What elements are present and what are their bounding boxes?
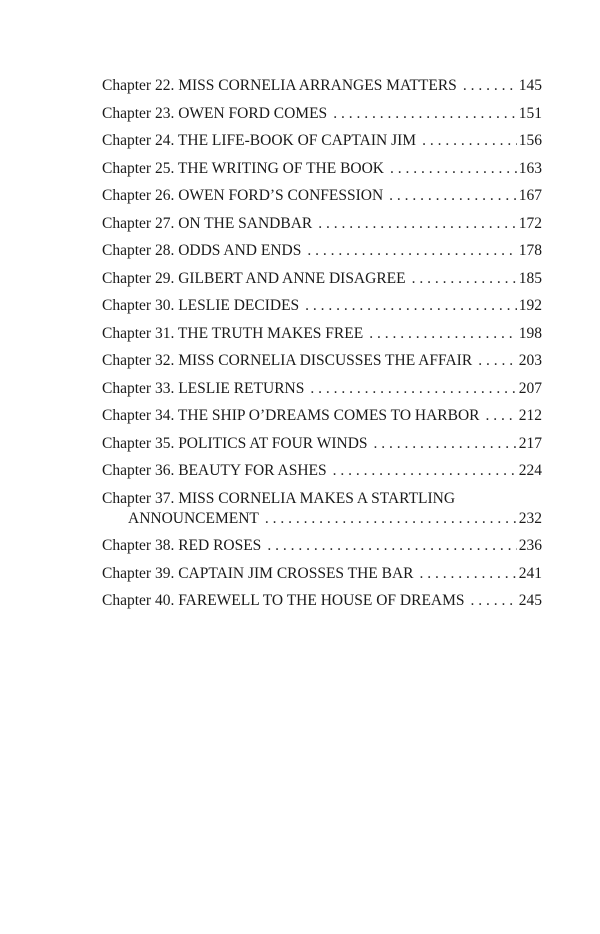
toc-entry-label: Chapter 27. ON THE SANDBAR	[102, 214, 313, 232]
toc-entry-page: 241	[518, 564, 542, 582]
dot-leader	[374, 434, 517, 454]
toc-entry-page: 145	[518, 77, 542, 94]
toc-entry-chapter-36[interactable]	[102, 461, 542, 481]
toc-entry-chapter-31[interactable]	[102, 324, 542, 344]
toc-entry-page: 207	[518, 379, 542, 397]
dot-leader	[333, 104, 517, 124]
dot-leader	[390, 159, 517, 179]
table-of-contents	[102, 76, 542, 619]
toc-entry-continuation	[102, 509, 542, 529]
toc-entry-chapter-26[interactable]	[102, 186, 542, 206]
toc-entry-label: Chapter 34. THE SHIP O’DREAMS COMES TO HARBOR	[102, 407, 480, 424]
toc-entry-page: 203	[518, 352, 542, 369]
toc-entry-chapter-40[interactable]	[102, 591, 542, 611]
dot-leader	[463, 76, 517, 96]
toc-entry-page: 198	[518, 324, 542, 342]
toc-entry-page: 178	[518, 242, 542, 259]
dot-leader	[318, 214, 517, 234]
toc-entry-page: 212	[518, 407, 542, 424]
toc-entry-label: Chapter 25. THE WRITING OF THE BOOK	[102, 159, 384, 177]
toc-entry-chapter-37[interactable]	[102, 489, 542, 529]
dot-leader	[422, 131, 517, 151]
toc-entry-chapter-30[interactable]	[102, 296, 542, 316]
toc-entry-label: Chapter 24. THE LIFE-BOOK OF CAPTAIN JIM	[102, 132, 417, 149]
toc-entry-chapter-24[interactable]	[102, 131, 542, 151]
toc-entry-page: 192	[518, 297, 542, 314]
toc-entry-chapter-33[interactable]	[102, 379, 542, 399]
toc-entry-chapter-32[interactable]	[102, 351, 542, 371]
dot-leader	[305, 296, 517, 316]
dot-leader	[486, 406, 517, 426]
toc-entry-label: Chapter 26. OWEN FORD’S CONFESSION	[102, 187, 384, 204]
toc-entry-label-continued: ANNOUNCEMENT	[128, 509, 259, 527]
toc-entry-page: 172	[518, 214, 542, 232]
dot-leader	[369, 324, 517, 344]
toc-entry-page: 245	[518, 592, 542, 609]
toc-entry-chapter-23[interactable]	[102, 104, 542, 124]
dot-leader	[267, 536, 516, 556]
toc-entry-label: Chapter 36. BEAUTY FOR ASHES	[102, 462, 327, 479]
toc-entry-page: 163	[518, 159, 542, 177]
toc-entry-label: Chapter 33. LESLIE RETURNS	[102, 379, 305, 397]
toc-entry-label: Chapter 28. ODDS AND ENDS	[102, 242, 302, 259]
toc-entry-label: Chapter 35. POLITICS AT FOUR WINDS	[102, 434, 368, 452]
toc-entry-label: Chapter 22. MISS CORNELIA ARRANGES MATTERS	[102, 77, 457, 94]
toc-entry-label: Chapter 30. LESLIE DECIDES	[102, 297, 300, 314]
dot-leader	[265, 509, 517, 529]
toc-entry-label: Chapter 40. FAREWELL TO THE HOUSE OF DREAMS	[102, 592, 465, 609]
toc-entry-chapter-35[interactable]	[102, 434, 542, 454]
dot-leader	[389, 186, 517, 206]
toc-entry-chapter-22[interactable]	[102, 76, 542, 96]
toc-entry-label: Chapter 31. THE TRUTH MAKES FREE	[102, 324, 364, 342]
dot-leader	[471, 591, 517, 611]
toc-entry-page: 167	[518, 187, 542, 204]
toc-entry-page: 224	[518, 462, 542, 479]
toc-entry-label: Chapter 23. OWEN FORD COMES	[102, 104, 328, 122]
toc-entry-page: 217	[518, 434, 542, 452]
toc-entry-chapter-28[interactable]	[102, 241, 542, 261]
toc-entry-page: 185	[518, 269, 542, 287]
toc-entry-label: Chapter 32. MISS CORNELIA DISCUSSES THE AFFAIR	[102, 352, 473, 369]
dot-leader	[412, 269, 517, 289]
dot-leader	[478, 351, 517, 371]
toc-entry-page: 232	[518, 509, 542, 527]
dot-leader	[310, 379, 516, 399]
toc-entry-label: Chapter 29. GILBERT AND ANNE DISAGREE	[102, 269, 406, 287]
toc-entry-chapter-39[interactable]	[102, 564, 542, 584]
dot-leader	[420, 564, 517, 584]
toc-entry-chapter-34[interactable]	[102, 406, 542, 426]
toc-entry-label: Chapter 37. MISS CORNELIA MAKES A STARTLING	[102, 489, 456, 507]
toc-entry-chapter-25[interactable]	[102, 159, 542, 179]
toc-entry-page: 156	[518, 132, 542, 149]
toc-entry-page: 236	[518, 537, 542, 554]
toc-entry-page: 151	[518, 104, 542, 122]
toc-entry-chapter-38[interactable]	[102, 536, 542, 556]
toc-entry-label: Chapter 39. CAPTAIN JIM CROSSES THE BAR	[102, 564, 414, 582]
toc-entry-chapter-29[interactable]	[102, 269, 542, 289]
toc-entry-chapter-27[interactable]	[102, 214, 542, 234]
dot-leader	[307, 241, 516, 261]
dot-leader	[333, 461, 517, 481]
toc-entry-label: Chapter 38. RED ROSES	[102, 537, 262, 554]
